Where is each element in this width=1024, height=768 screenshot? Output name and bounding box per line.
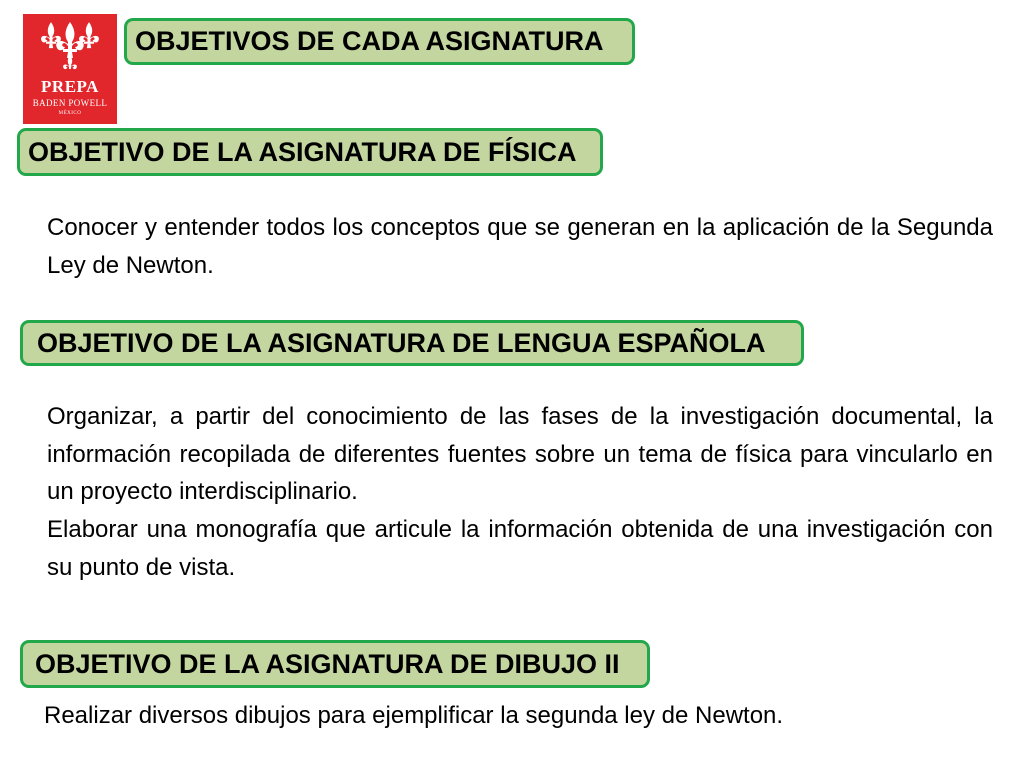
paragraph-fisica: Conocer y entender todos los conceptos que se generan en la aplicación de la Segunda Ley de Newton. [47,214,993,279]
paragraph-lengua-elaborar: Elaborar una monografía que articule la información obtenida de una investigación con su punto de vista. [47,516,993,581]
heading-objetivo-dibujo [20,640,650,688]
logo-country: MÉXICO [58,111,82,116]
heading-objetivo-lengua-espanola [20,320,804,366]
heading-objetivos-cada-asignatura [124,18,635,65]
heading-main-text: OBJETIVOS DE CADA ASIGNATURA [135,26,604,56]
heading-objetivo-fisica [17,128,603,176]
fleur-de-lis-icon [23,14,117,78]
heading-lengua-text: OBJETIVO DE LA ASIGNATURA DE LENGUA ESPAÑOLA [37,327,766,358]
logo-title: PREPA [41,77,99,96]
logo-subtitle: BADEN POWELL [32,98,108,108]
paragraph-dibujo: Realizar diversos dibujos para ejemplificar la segunda ley de Newton. [44,702,784,729]
heading-fisica-text: OBJETIVO DE LA ASIGNATURA DE FÍSICA [28,136,577,167]
paragraph-lengua-organizar: Organizar, a partir del conocimiento de las fases de la investigación documental, la información recopilada de diferentes fuentes sobre un tema de física para vincularlo en un proyecto interdisciplinario. [47,403,993,505]
prepa-baden-powell-logo [23,14,117,124]
heading-dibujo-text: OBJETIVO DE LA ASIGNATURA DE DIBUJO II [35,648,620,679]
